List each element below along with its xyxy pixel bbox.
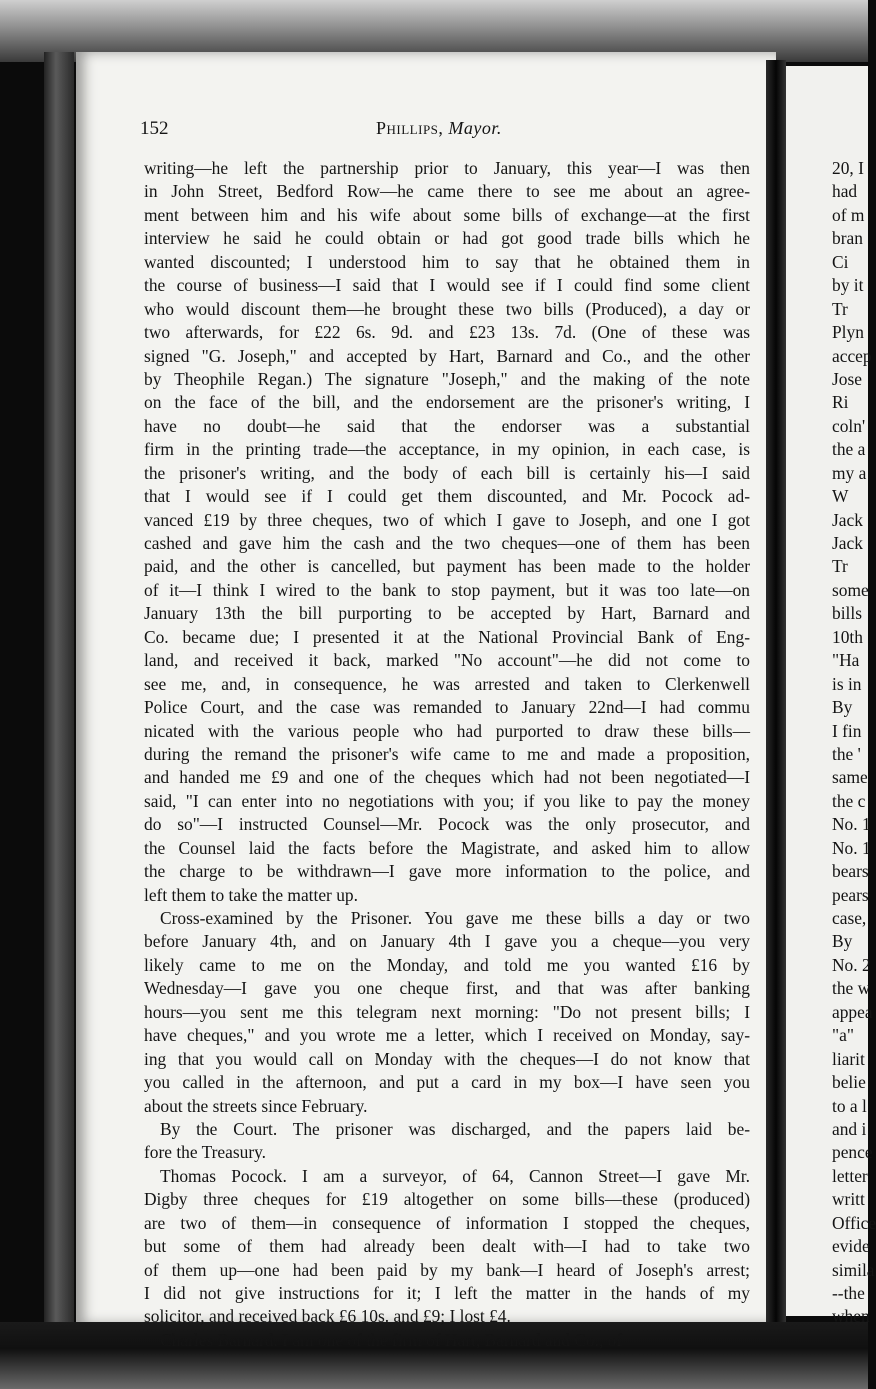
text-line: Cross-examined by the Prisoner. You gave me these bills a day or two — [160, 908, 750, 928]
facing-page-fragment: No. 1 — [832, 814, 871, 835]
text-line: vanced £19 by three cheques, two of which I gave to Joseph, and one I got — [144, 509, 750, 530]
facing-page-fragment: the w — [832, 978, 871, 999]
text-line: have cheques," and you wrote me a letter, which I received on Monday, say- — [144, 1025, 750, 1046]
facing-page-fragment: bran — [832, 228, 863, 249]
facing-page-fragment: Jack — [832, 533, 863, 553]
text-line: firm in the printing trade—the acceptance, in my opinion, in each case, is — [144, 439, 750, 460]
facing-page-fragment: No. 2 — [832, 954, 871, 975]
text-line: of it—I think I wired to the bank to stop payment, but it was too late—on — [144, 579, 750, 600]
text-line: By the Court. The prisoner was discharged, and the papers laid be- — [160, 1118, 750, 1139]
facing-page-fragment: writt — [832, 1189, 865, 1210]
facing-page-fragment: By — [832, 931, 853, 952]
facing-page-fragment: simila — [832, 1259, 875, 1280]
text-line: Police Court, and the case was remanded to January 22nd—I had commu — [144, 697, 750, 718]
facing-page-fragment: 20, I — [832, 158, 864, 178]
facing-page-fragment: of m — [832, 204, 865, 225]
book-spine — [44, 52, 74, 1342]
facing-page-fragment: by it — [832, 275, 864, 296]
text-line: likely came to me on the Monday, and told me you wanted £16 by — [144, 954, 750, 975]
facing-page-fragment: bills — [832, 603, 862, 624]
text-line: fore the Treasury. — [144, 1142, 267, 1163]
text-line: the prisoner's writing, and the body of each bill is certainly his—I said — [144, 462, 750, 483]
text-line: left them to take the matter up. — [144, 884, 358, 905]
text-line: are two of them—in consequence of information I stopped the cheques, — [144, 1212, 750, 1233]
facing-page-fragment: liarit — [832, 1048, 865, 1069]
page-number: 152 — [140, 118, 169, 139]
facing-page-fragment: Ci — [832, 251, 849, 272]
text-line: that I would see if I could get them discounted, and Mr. Pocock ad- — [144, 486, 750, 507]
text-line: you called in the afternoon, and put a card in my box—I have seen you — [144, 1072, 750, 1093]
text-line: two afterwards, for £22 6s. 9d. and £23 13s. 7d. (One of these was — [144, 322, 750, 343]
facing-page-fragment: pears — [832, 884, 869, 905]
facing-page-fragment: had — [832, 181, 858, 202]
facing-page-fragment: 10th — [832, 626, 863, 647]
facing-page-fragment: Office — [832, 1212, 876, 1233]
facing-page-fragment: Tr — [832, 556, 848, 577]
facing-page-fragment: coln' — [832, 415, 866, 436]
running-title — [376, 118, 502, 139]
facing-page-fragment: same — [832, 767, 868, 788]
text-line: Thomas Pocock. I am a surveyor, of 64, Cannon Street—I gave Mr. — [160, 1165, 750, 1186]
text-line: land, and received it back, marked "No account"—he did not come to — [144, 650, 750, 671]
facing-page-fragment: Tr — [832, 298, 848, 319]
facing-page-fragment: By — [832, 697, 853, 718]
text-line: the course of business—I said that I would see if I could find some client — [144, 275, 750, 296]
text-line: said, "I can enter into no negotiations with you; if you like to pay the money — [144, 790, 750, 811]
facing-page-fragment: Ri — [832, 392, 849, 413]
text-line: paid, and the other is cancelled, but payment has been made to the holder — [144, 556, 750, 577]
text-line: January 13th the bill purporting to be accepted by Hart, Barnard and — [144, 603, 750, 624]
text-line: Wednesday—I gave you one cheque first, and that was after banking — [144, 978, 750, 999]
facing-page-fragment: case, — [832, 908, 867, 928]
facing-page-fragment: W — [832, 486, 849, 507]
page-body-text — [144, 157, 750, 1352]
facing-page-fragment: evide — [832, 1236, 870, 1257]
text-line: signed "G. Joseph," and accepted by Hart, Barnard and Co., and the other — [144, 345, 750, 366]
facing-page-fragment: belie — [832, 1072, 866, 1093]
running-title-office: Mayor. — [448, 118, 502, 138]
text-line: the Counsel laid the facts before the Magistrate, and asked him to allow — [144, 837, 750, 858]
facing-page-fragment: my a — [832, 462, 867, 483]
facing-page-fragment: No. 1 — [832, 837, 871, 858]
text-line: writing—he left the partnership prior to January, this year—I was then — [144, 158, 750, 178]
facing-page-fragment: some — [832, 579, 869, 600]
running-title-name: Phillips, — [376, 118, 444, 138]
facing-page-fragment: "Ha — [832, 650, 860, 671]
text-line: in John Street, Bedford Row—he came there to see me about an agree- — [144, 181, 750, 202]
facing-page-fragment: is in — [832, 673, 862, 694]
facing-page-fragment: the a — [832, 439, 866, 460]
facing-page-fragment: the ' — [832, 743, 861, 764]
text-line: have no doubt—he said that the endorser was a substantial — [144, 415, 750, 436]
text-line: I did not give instructions for it; I left the matter in the hands of my — [144, 1283, 750, 1303]
text-line: about the streets since February. — [144, 1095, 368, 1116]
facing-page-fragment: to a l — [832, 1095, 867, 1116]
facing-page-text — [832, 157, 876, 1329]
text-line: interview he said he could obtain or had got good trade bills which he — [144, 228, 750, 249]
facing-page-fragment: appea — [832, 1001, 873, 1022]
text-line: Charles Barnard. I am one of the firm of Hart, Barnard and Co., of — [160, 1329, 623, 1350]
text-line: of them up—one had been paid by my bank—I heard of Joseph's arrest; — [144, 1259, 750, 1280]
facing-page-fragment: Jose — [832, 368, 862, 389]
text-line: on the face of the bill, and the endorsement are the prisoner's writing, I — [144, 392, 750, 413]
facing-page-fragment: --the — [832, 1283, 865, 1303]
text-line: by Theophile Regan.) The signature "Joseph," and the making of the note — [144, 368, 750, 389]
text-line: see me, and, in consequence, he was arrested and taken to Clerkenwell — [144, 673, 750, 694]
text-line: do so"—I instructed Counsel—Mr. Pocock was the only prosecutor, and — [144, 814, 750, 835]
text-line: and handed me £9 and one of the cheques which had not been negotiated—I — [144, 767, 750, 788]
facing-page-fragment: letter — [832, 1165, 868, 1186]
facing-page-fragment: and i — [832, 1118, 867, 1139]
facing-page-fragment: Jack — [832, 509, 863, 530]
text-line: hours—you sent me this telegram next morning: "Do not present bills; I — [144, 1001, 750, 1022]
facing-page-fragment: when — [832, 1306, 870, 1327]
text-line: during the remand the prisoner's wife came to me and made a proposition, — [144, 743, 750, 764]
text-line: who would discount them—he brought these two bills (Produced), a day or — [144, 298, 750, 319]
text-line: ing that you would call on Monday with the cheques—I do not know that — [144, 1048, 750, 1069]
text-line: the charge to be withdrawn—I gave more information to the police, and — [144, 861, 750, 882]
text-line: Digby three cheques for £19 altogether on some bills—these (produced) — [144, 1189, 750, 1210]
facing-page-fragment: accep — [832, 345, 872, 366]
text-line: Co. became due; I presented it at the National Provincial Bank of Eng- — [144, 626, 750, 647]
facing-page-fragment: pence — [832, 1142, 873, 1163]
text-line: solicitor, and received back £6 10s. and £9; I lost £4. — [144, 1306, 511, 1327]
text-line: but some of them had already been dealt with—I had to take two — [144, 1236, 750, 1257]
facing-page-fragment: bears — [832, 861, 869, 882]
text-line: cashed and gave him the cash and the two cheques—one of them has been — [144, 533, 750, 553]
running-head — [140, 118, 760, 142]
text-line: nicated with the various people who had purported to draw these bills— — [144, 720, 750, 741]
facing-page-fragment: Plyn — [832, 322, 864, 343]
facing-page-fragment: the c — [832, 790, 866, 811]
facing-page-fragment: I fin — [832, 720, 862, 741]
text-line: ment between him and his wife about some bills of exchange—at the first — [144, 204, 750, 225]
text-line: before January 4th, and on January 4th I gave you a cheque—you very — [144, 931, 750, 952]
facing-page-fragment: "a" — [832, 1025, 854, 1046]
text-line: wanted discounted; I understood him to say that he obtained them in — [144, 251, 750, 272]
page-gutter — [766, 60, 786, 1322]
